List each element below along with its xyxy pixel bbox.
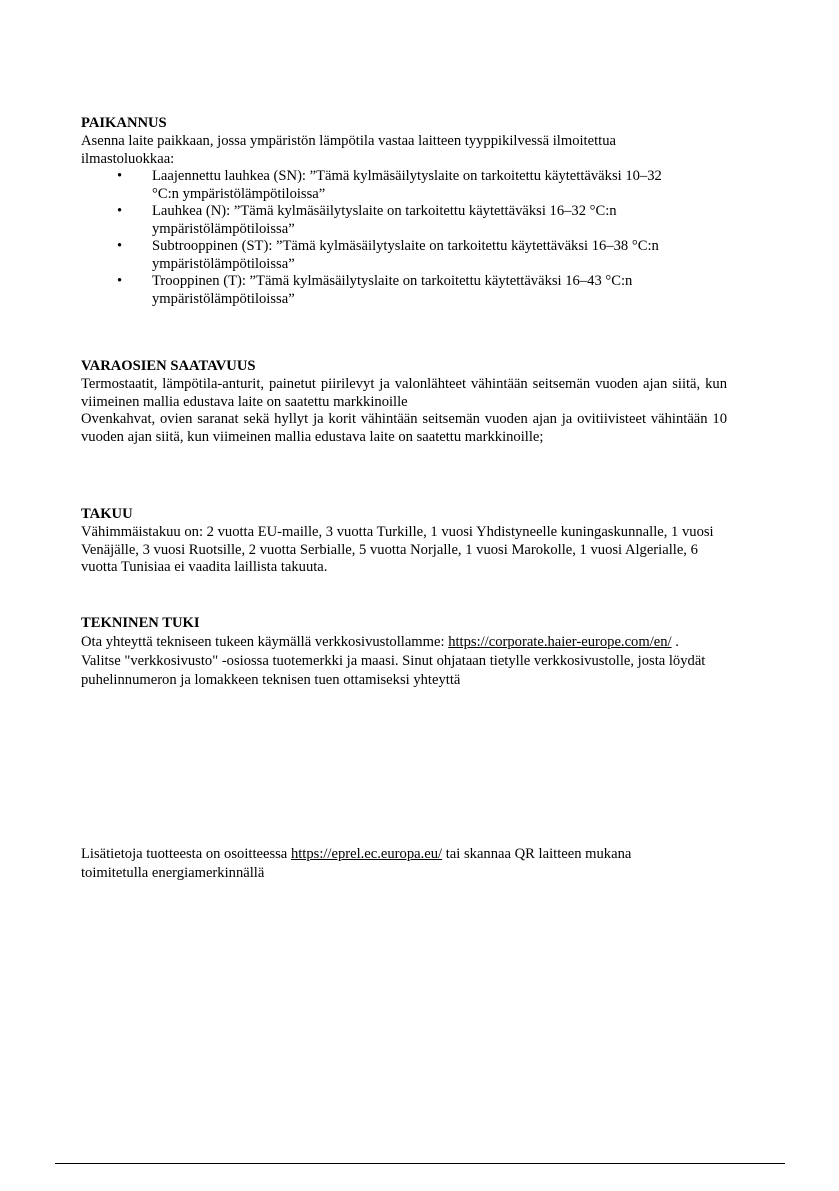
paikannus-intro: Asenna laite paikkaan, jossa ympäristön lämpötila vastaa laitteen tyyppikilvessä ilmoitettua ilmastoluokkaa: [81, 133, 616, 167]
heading-varaosat: VARAOSIEN SAATAVUUS [81, 358, 256, 374]
varaosat-para-2: Ovenkahvat, ovien saranat sekä hyllyt ja korit vähintään seitsemän vuoden ajan ja ovitiivisteet vähintään 10 vuoden ajan siitä, kun viimeinen mallia edustava laite on saatettu markkinoille; [81, 411, 727, 445]
tuki-text: Ota yhteyttä tekniseen tukeen käymällä verkkosivustollamme: https://corporate.haier-europe.com/en/ . Valitse "verkkosivusto" -osiossa tuotemerkki ja maasi. Sinut ohjataan tietylle verkkosivustolle, josta löydät puhelinnumeron ja lomakkeen teknisen tuen ottamiseksi yhteyttä [81, 634, 706, 688]
list-item: • Lauhkea (N): ”Tämä kylmäsäilytyslaite on tarkoitettu käytettäväksi 16–32 °C:n ympäristölämpötiloissa” [117, 203, 617, 237]
climate-class-list [81, 168, 727, 308]
section-varaosat [81, 357, 727, 446]
list-item: • Trooppinen (T): ”Tämä kylmäsäilytyslaite on tarkoitettu käytettäväksi 16–43 °C:n ympäristölämpötiloissa” [117, 273, 633, 307]
eprel-link[interactable]: https://eprel.ec.europa.eu/ [290, 846, 443, 862]
takuu-text: Vähimmäistakuu on: 2 vuotta EU-maille, 3 vuotta Turkille, 1 vuosi Yhdistyneelle kuningaskunnalle, 1 vuosi Venäjälle, 3 vuosi Ruotsille, 2 vuotta Serbialle, 5 vuotta Norjalle, 1 vuosi Marokolle, 1 vuosi Algerialle, 6 vuotta Tunisiaa ei vaadita laillista takuuta. [81, 524, 714, 575]
heading-paikannus: PAIKANNUS [81, 115, 167, 131]
footer-divider [55, 1163, 785, 1164]
list-item: • Subtrooppinen (ST): ”Tämä kylmäsäilytyslaite on tarkoitettu käytettäväksi 16–38 °C:n ympäristölämpötiloissa” [117, 238, 659, 272]
section-paikannus [81, 114, 727, 308]
bullet: • [117, 238, 123, 254]
bullet: • [117, 273, 123, 289]
section-lisatietoja [81, 845, 727, 883]
heading-takuu: TAKUU [81, 506, 133, 522]
bullet: • [117, 168, 123, 184]
section-takuu [81, 505, 727, 577]
list-item: • Laajennettu lauhkea (SN): ”Tämä kylmäsäilytyslaite on tarkoitettu käytettäväksi 10–32 °C:n ympäristölämpötiloissa” [117, 168, 662, 202]
bullet: • [117, 203, 123, 219]
heading-tuki: TEKNINEN TUKI [81, 615, 200, 631]
section-tuki [81, 614, 727, 690]
haier-support-link[interactable]: https://corporate.haier-europe.com/en/ [448, 634, 672, 650]
varaosat-para-1: Termostaatit, lämpötila-anturit, painetut piirilevyt ja valonlähteet vähintään seitsemän vuoden ajan siitä, kun viimeinen mallia edustava laite on saatettu markkinoille [81, 376, 727, 410]
lisatietoja-text: Lisätietoja tuotteesta on osoitteessa https://eprel.ec.europa.eu/ tai skannaa QR laitteen mukana toimitetulla energiamerkinnällä [81, 846, 632, 881]
